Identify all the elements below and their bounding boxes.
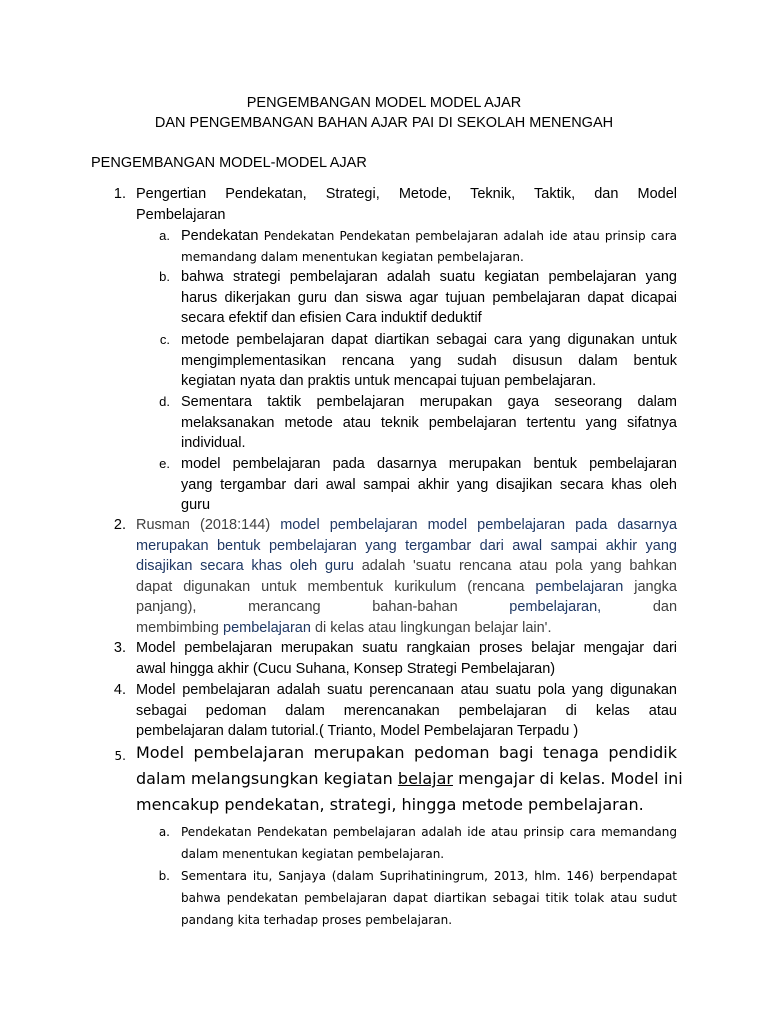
sub-item-5a	[181, 821, 677, 865]
list-item-2-text: di kelas atau lingkungan belajar lain'.	[314, 619, 552, 636]
list-number-4: 4.	[113, 682, 126, 698]
list-item-4-line: sebagai pedoman dalam merencanakan pembelajaran di kelas atau	[136, 702, 677, 719]
sub-item-1b-line: harus dikerjakan guru dan siswa agar tujuan pembelajaran dapat dicapai	[181, 289, 677, 306]
list-item-5-text: mengajar di kelas. Model ini	[458, 769, 683, 788]
section-heading: PENGEMBANGAN MODEL-MODEL AJAR	[91, 155, 367, 171]
list-item-5-line	[136, 766, 683, 792]
list-item-3-line: awal hingga akhir (Cucu Suhana, Konsep Strategi Pembelajaran)	[136, 660, 556, 677]
list-item-4-line: Model pembelajaran adalah suatu perencanaan atau suatu pola yang digunakan	[136, 682, 677, 698]
list-number-1: 1.	[113, 186, 126, 202]
sub-item-5b-line: bahwa pendekatan pembelajaran dapat diartikan sebagai titik tolak atau sudut	[181, 891, 677, 905]
sub-letter-1b: b.	[159, 269, 170, 284]
list-item-2-text: model pembelajaran model pembelajaran pada dasarnya	[280, 517, 678, 533]
list-item-1-line: Pembelajaran	[136, 206, 226, 223]
list-item-2	[136, 515, 677, 638]
list-item-2-line: merupakan bentuk pembelajaran yang tergambar dari awal sampai akhir yang	[136, 537, 677, 554]
sub-item-5b-line: Sementara itu, Sanjaya (dalam Suprihatiningrum, 2013, hlm. 146) berpendapat	[181, 869, 677, 883]
sub-letter-5b: b.	[158, 869, 170, 883]
sub-item-1c-line: metode pembelajaran dapat diartikan sebagai cara yang digunakan untuk	[181, 332, 677, 348]
sub-item-5a-line: dalam menentukan kegiatan pembelajaran.	[181, 847, 445, 861]
list-item-1	[136, 184, 677, 225]
sub-item-1a-lead: Pendekatan	[181, 228, 259, 244]
sub-item-1e-line: yang tergambar dari awal sampai akhir yang disajikan secara khas oleh	[181, 476, 677, 493]
sub-item-1e-line: model pembelajaran pada dasarnya merupakan bentuk pembelajaran	[181, 456, 677, 472]
list-item-2-text: pembelajaran	[535, 578, 624, 595]
sub-item-1c-line: kegiatan nyata dan praktis untuk mencapai tujuan pembelajaran.	[181, 373, 597, 389]
sub-letter-1e: e.	[159, 456, 170, 471]
sub-item-1d	[181, 392, 677, 454]
sub-item-1c	[181, 330, 677, 392]
sub-item-1b-line: secara efektif dan efisien Cara induktif deduktif	[181, 310, 482, 326]
list-item-4-line: pembelajaran dalam tutorial.( Trianto, Model Pembelajaran Terpadu )	[136, 723, 579, 739]
list-item-5-line: Model pembelajaran merupakan pedoman bagi tenaga pendidik	[136, 743, 677, 762]
sub-item-1b	[181, 267, 677, 329]
list-item-2-text: panjang), merancang bahan-bahan	[136, 599, 458, 615]
sub-item-1a	[181, 226, 677, 267]
list-number-2: 2.	[113, 517, 126, 533]
list-item-2-text: pembelajaran	[223, 619, 311, 636]
list-item-2-text: dan	[652, 599, 678, 615]
sub-item-1d-line: Sementara taktik pembelajaran merupakan gaya seseorang dalam	[181, 394, 677, 410]
list-item-5-line: mencakup pendekatan, strategi, hingga metode pembelajaran.	[136, 795, 644, 814]
underlined-word-belajar: belajar	[397, 769, 453, 788]
sub-item-5b	[181, 865, 677, 931]
list-item-5-text: dalam melangsungkan kegiatan	[136, 769, 393, 788]
sub-item-1a-line: memandang dalam menentukan kegiatan pembelajaran.	[181, 249, 524, 264]
sub-item-1c-line: mengimplementasikan rencana yang sudah disusun dalam bentuk	[181, 352, 677, 369]
list-number-5: 5.	[114, 749, 126, 763]
sub-item-5a-line: Pendekatan Pendekatan pembelajaran adalah ide atau prinsip cara memandang	[181, 825, 677, 839]
sub-item-1b-line: bahwa strategi pembelajaran adalah suatu kegiatan pembelajaran yang	[181, 269, 677, 285]
list-item-2-line	[136, 556, 677, 577]
sub-item-1e-line: guru	[181, 497, 211, 513]
list-item-2-line	[136, 577, 677, 598]
list-item-1-line: Pengertian Pendekatan, Strategi, Metode, Teknik, Taktik, dan Model	[136, 186, 677, 202]
list-item-3	[136, 638, 677, 679]
sub-item-5b-line: pandang kita terhadap proses pembelajaran.	[181, 913, 453, 927]
list-item-2-text: jangka	[634, 578, 677, 595]
sub-item-1e	[181, 454, 677, 516]
list-item-2-line	[136, 618, 677, 639]
list-item-2-text: membimbing	[136, 619, 219, 636]
document-title-line-1: PENGEMBANGAN MODEL MODEL AJAR	[246, 95, 522, 111]
citation-rusman: Rusman (2018:144)	[136, 517, 271, 533]
list-item-2-text: dapat digunakan untuk membentuk kurikulum (rencana	[136, 578, 525, 595]
list-item-5	[136, 740, 683, 818]
list-item-4	[136, 680, 677, 742]
list-item-2-text: pembelajaran,	[509, 599, 602, 615]
list-item-2-line	[136, 515, 677, 536]
sub-letter-1a: a.	[159, 228, 170, 243]
document-title-line-2: DAN PENGEMBANGAN BAHAN AJAR PAI DI SEKOLAH MENENGAH	[154, 115, 614, 131]
sub-letter-1d: d.	[159, 394, 170, 409]
sub-item-1a-rest: Pendekatan Pendekatan pembelajaran adalah ide atau prinsip cara	[263, 229, 677, 243]
sub-letter-1c: c.	[159, 332, 170, 347]
sub-item-1d-line: melaksanakan metode atau teknik pembelajaran tertentu yang sifatnya	[181, 414, 677, 431]
list-item-2-line	[136, 597, 677, 618]
sub-letter-5a: a.	[158, 825, 170, 839]
sub-item-1a-line	[181, 226, 677, 247]
sub-item-1d-line: individual.	[181, 435, 246, 451]
list-item-2-text: adalah 'suatu rencana atau pola yang bahkan	[361, 558, 677, 574]
list-number-3: 3.	[113, 640, 126, 656]
list-item-2-text: disajikan secara khas oleh guru	[136, 558, 354, 574]
list-item-3-line: Model pembelajaran merupakan suatu rangkaian proses belajar mengajar dari	[136, 640, 677, 656]
